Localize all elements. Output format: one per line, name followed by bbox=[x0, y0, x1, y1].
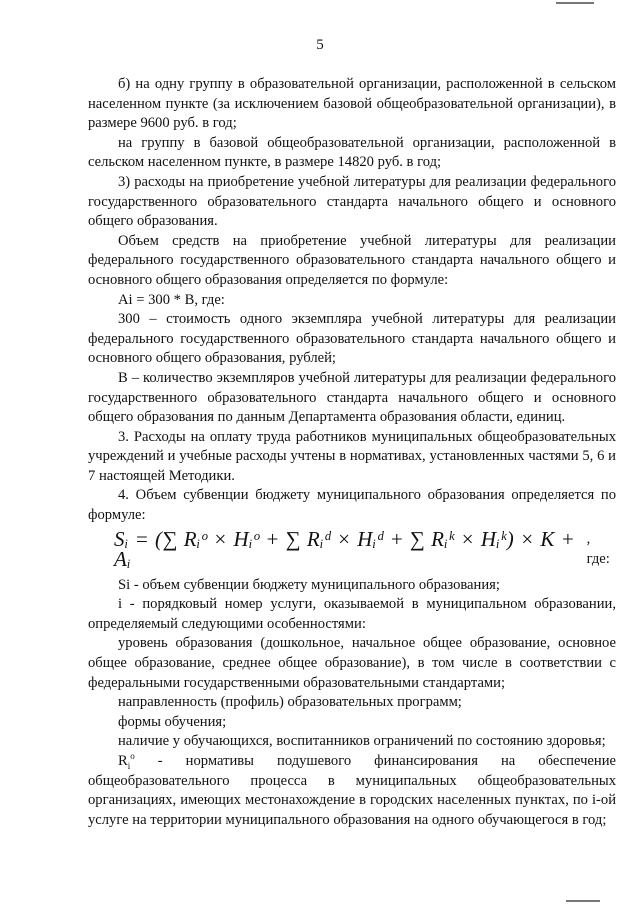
paragraph: формы обучения; bbox=[118, 713, 227, 730]
document-body bbox=[88, 75, 616, 830]
paragraph: i - порядковый номер услуги, оказываемой в муниципальном образовании, определяемый следующими особенностями: bbox=[88, 596, 616, 632]
formula-ai: Ai = 300 * B, где: bbox=[118, 291, 225, 308]
paragraph: Объем средств на приобретение учебной литературы для реализации федерального государственного образовательного стандарта начального общего и основного общего образования определяется по формуле: bbox=[88, 232, 616, 288]
page-number: 5 bbox=[316, 37, 324, 53]
paragraph: 3. Расходы на оплату труда работников муниципальных общеобразовательных учреждений и учебные расходы учтены в нормативах, установленных частями 5, 6 и 7 настоящей Методики. bbox=[88, 428, 616, 484]
paragraph: B – количество экземпляров учебной литературы для реализации федерального государственного образовательного стандарта начального общего и основного общего образования по данным Департамента образования области, единиц. bbox=[88, 369, 616, 426]
formula-expression: Sᵢ = (∑ Rᵢᵒ × Hᵢᵒ + ∑ Rᵢᵈ × Hᵢᵈ + ∑ Rᵢᵏ × Hᵢᵏ) × K + Aᵢ bbox=[114, 527, 576, 571]
paragraph-norm-r bbox=[88, 752, 616, 830]
norm-description: - нормативы подушевого финансирования на обеспечение общеобразовательного процесса в муниципальных общеобразовательных организациях, имеющих местонахождение в городских населенных пунктах, по i-ой услуге на территории муниципального образования на одного обучающегося в год; bbox=[88, 753, 616, 828]
paragraph: б) на одну группу в образовательной организации, расположенной в сельском населенном пункте (за исключением базовой общеобразовательной организации), в размере 9600 руб. в год; bbox=[88, 76, 616, 132]
norm-subscript: i bbox=[127, 760, 131, 771]
paragraph: 3) расходы на приобретение учебной литературы для реализации федерального государственного образовательного стандарта начального общего и основного общего образования. bbox=[88, 173, 616, 230]
paragraph: Si - объем субвенции бюджету муниципального образования; bbox=[118, 576, 500, 593]
norm-superscript: o bbox=[130, 751, 135, 762]
paragraph: наличие у обучающихся, воспитанников ограничений по состоянию здоровья; bbox=[118, 733, 606, 750]
paragraph: направленность (профиль) образовательных программ; bbox=[118, 694, 462, 711]
paragraph: уровень образования (дошкольное, начальное общее образование, основное общее образование, среднее общее образование), в том числе в соответствии с федеральными государственными образовательными стандартами; bbox=[88, 635, 616, 691]
formula-suffix: , где: bbox=[586, 531, 610, 567]
paragraph: 300 – стоимость одного экземпляра учебной литературы для реализации федерального государственного образовательного стандарта начального общего и основного общего образования, рублей; bbox=[88, 311, 616, 367]
paragraph: 4. Объем субвенции бюджету муниципального образования определяется по формуле: bbox=[88, 487, 616, 524]
norm-symbol: R bbox=[118, 753, 128, 769]
subvention-formula bbox=[88, 527, 616, 571]
paragraph: на группу в базовой общеобразовательной организации, расположенной в сельском населенном пункте, в размере 14820 руб. в год; bbox=[88, 134, 616, 171]
scan-mark-bottom bbox=[566, 900, 600, 902]
scan-mark-top bbox=[556, 2, 594, 4]
